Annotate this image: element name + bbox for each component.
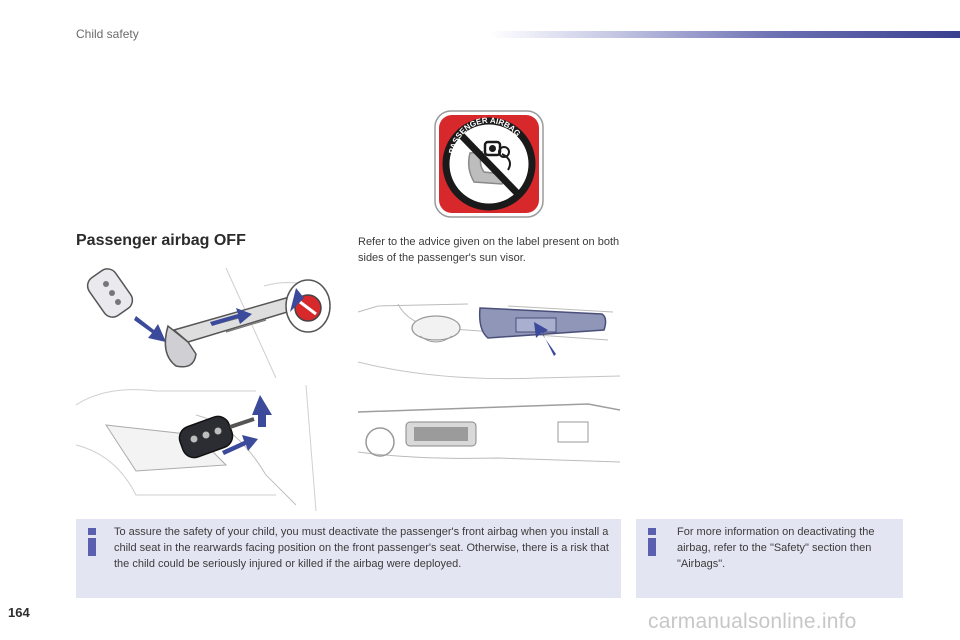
info-icon (644, 528, 660, 556)
label-advice-text: Refer to the advice given on the label present on both sides of the passenger's sun visor. (358, 236, 620, 264)
sun-visor-icon (480, 308, 606, 338)
airbag-switch-icon (286, 280, 330, 332)
safety-info-text: To assure the safety of your child, you must deactivate the passenger's front airbag when you install a child seat in the rearwards facing position on the front passenger's seat. Otherwise, there is a risk that the child could be seriously injured or killed if the airbag were deployed. (114, 526, 609, 570)
info-icon (84, 528, 100, 556)
direction-arrow-icon (252, 395, 272, 427)
key-airbag-switch-illustration (76, 258, 338, 383)
rear-view-mirror-icon (412, 316, 460, 342)
watermark: carmanualsonline.info (648, 610, 857, 633)
key-blade-icon (165, 298, 294, 367)
remote-key-icon (84, 265, 137, 321)
more-info-text: For more information on deactivating the airbag, refer to the "Safety" section then "Airbags". (677, 526, 875, 570)
safety-info-box (76, 519, 621, 598)
warning-label-text: PASSENGER AIRBAG (447, 115, 523, 155)
page-number: 164 (8, 605, 30, 620)
chapter-title: Child safety (76, 27, 139, 41)
section-heading: Passenger airbag OFF (76, 232, 246, 249)
direction-arrow-icon (134, 316, 166, 342)
sun-visor-dashboard-illustration (358, 292, 620, 472)
more-info-box (636, 519, 903, 598)
glovebox-key-illustration (76, 385, 338, 511)
header-gradient-rule (490, 31, 960, 38)
passenger-airbag-warning-label (432, 108, 546, 220)
